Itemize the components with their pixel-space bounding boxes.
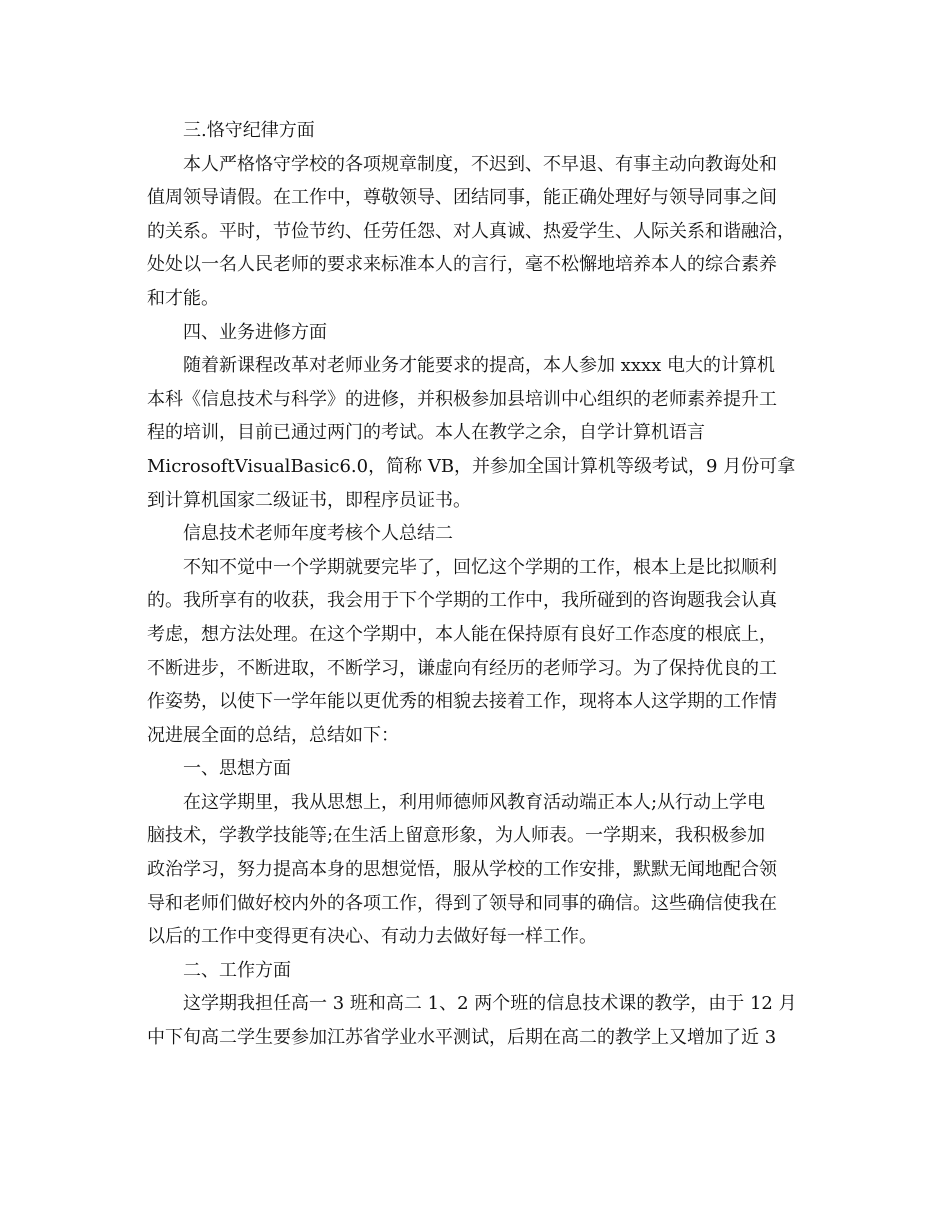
section-heading: 三.恪守纪律方面 bbox=[183, 120, 315, 141]
section-heading: 二、工作方面 bbox=[183, 959, 291, 981]
paragraph-line: 本人严格恪守学校的各项规章制度，不迟到、不早退、有事主动向教诲处和 bbox=[183, 153, 777, 175]
paragraph-line: 中下旬高二学生要参加江苏省学业水平测试，后期在高二的教学上又增加了近 3 bbox=[147, 1027, 777, 1049]
document-body bbox=[147, 114, 817, 1055]
paragraph-line: 这学期我担任高一 3 班和高二 1、2 两个班的信息技术课的教学，由于 12 月 bbox=[183, 993, 797, 1015]
paragraph-line: 导和老师们做好校内外的各项工作，得到了领导和同事的确信。这些确信使我在 bbox=[147, 892, 777, 914]
paragraph-line: 以后的工作中变得更有决心、有动力去做好每一样工作。 bbox=[147, 926, 597, 948]
paragraph-line: 脑技术，学教学技能等;在生活上留意形象，为人师表。一学期来，我积极参加 bbox=[147, 825, 766, 847]
paragraph-line: 况进展全面的总结，总结如下： bbox=[147, 724, 399, 746]
paragraph-line: 本科《信息技术与科学》的进修，并积极参加县培训中心组织的老师素养提升工 bbox=[147, 388, 777, 410]
paragraph-line: 政治学习，努力提高本身的思想觉悟，服从学校的工作安排，默默无闻地配合领 bbox=[147, 859, 777, 881]
paragraph-line: 考虑，想方法处理。在这个学期中，本人能在保持原有良好工作态度的根底上， bbox=[147, 623, 777, 645]
paragraph-line: 作姿势，以使下一学年能以更优秀的相貌去接着工作，现将本人这学期的工作情 bbox=[147, 691, 777, 713]
paragraph-line: MicrosoftVisualBasic6.0，简称 VB，并参加全国计算机等级考试，9 月份可拿 bbox=[147, 455, 796, 477]
paragraph-line: 到计算机国家二级证书，即程序员证书。 bbox=[147, 489, 471, 511]
paragraph-line: 不断进步，不断进取，不断学习，谦虚向有经历的老师学习。为了保持优良的工 bbox=[147, 657, 777, 679]
paragraph-line: 和才能。 bbox=[147, 287, 219, 309]
section-heading: 四、业务进修方面 bbox=[183, 321, 327, 343]
paragraph-line: 的关系。平时，节俭节约、任劳任怨、对人真诚、热爱学生、人际关系和谐融洽， bbox=[147, 220, 795, 242]
paragraph-line: 处处以一名人民老师的要求来标准本人的言行，毫不松懈地培养本人的综合素养 bbox=[147, 254, 777, 276]
paragraph-line: 在这学期里，我从思想上，利用师德师风教育活动端正本人;从行动上学电 bbox=[183, 791, 766, 813]
paragraph-line: 程的培训，目前已通过两门的考试。本人在教学之余，自学计算机语言 bbox=[147, 422, 705, 444]
paragraph-line: 不知不觉中一个学期就要完毕了，回忆这个学期的工作，根本上是比拟顺利 bbox=[183, 556, 777, 578]
paragraph-line: 的。我所享有的收获，我会用于下个学期的工作中，我所碰到的咨询题我会认真 bbox=[147, 590, 777, 612]
document-subtitle: 信息技术老师年度考核个人总结二 bbox=[183, 523, 453, 545]
section-heading: 一、思想方面 bbox=[183, 758, 291, 780]
paragraph-line: 值周领导请假。在工作中，尊敬领导、团结同事，能正确处理好与领导同事之间 bbox=[147, 187, 777, 209]
paragraph-line: 随着新课程改革对老师业务才能要求的提高，本人参加 xxxx 电大的计算机 bbox=[183, 355, 776, 377]
